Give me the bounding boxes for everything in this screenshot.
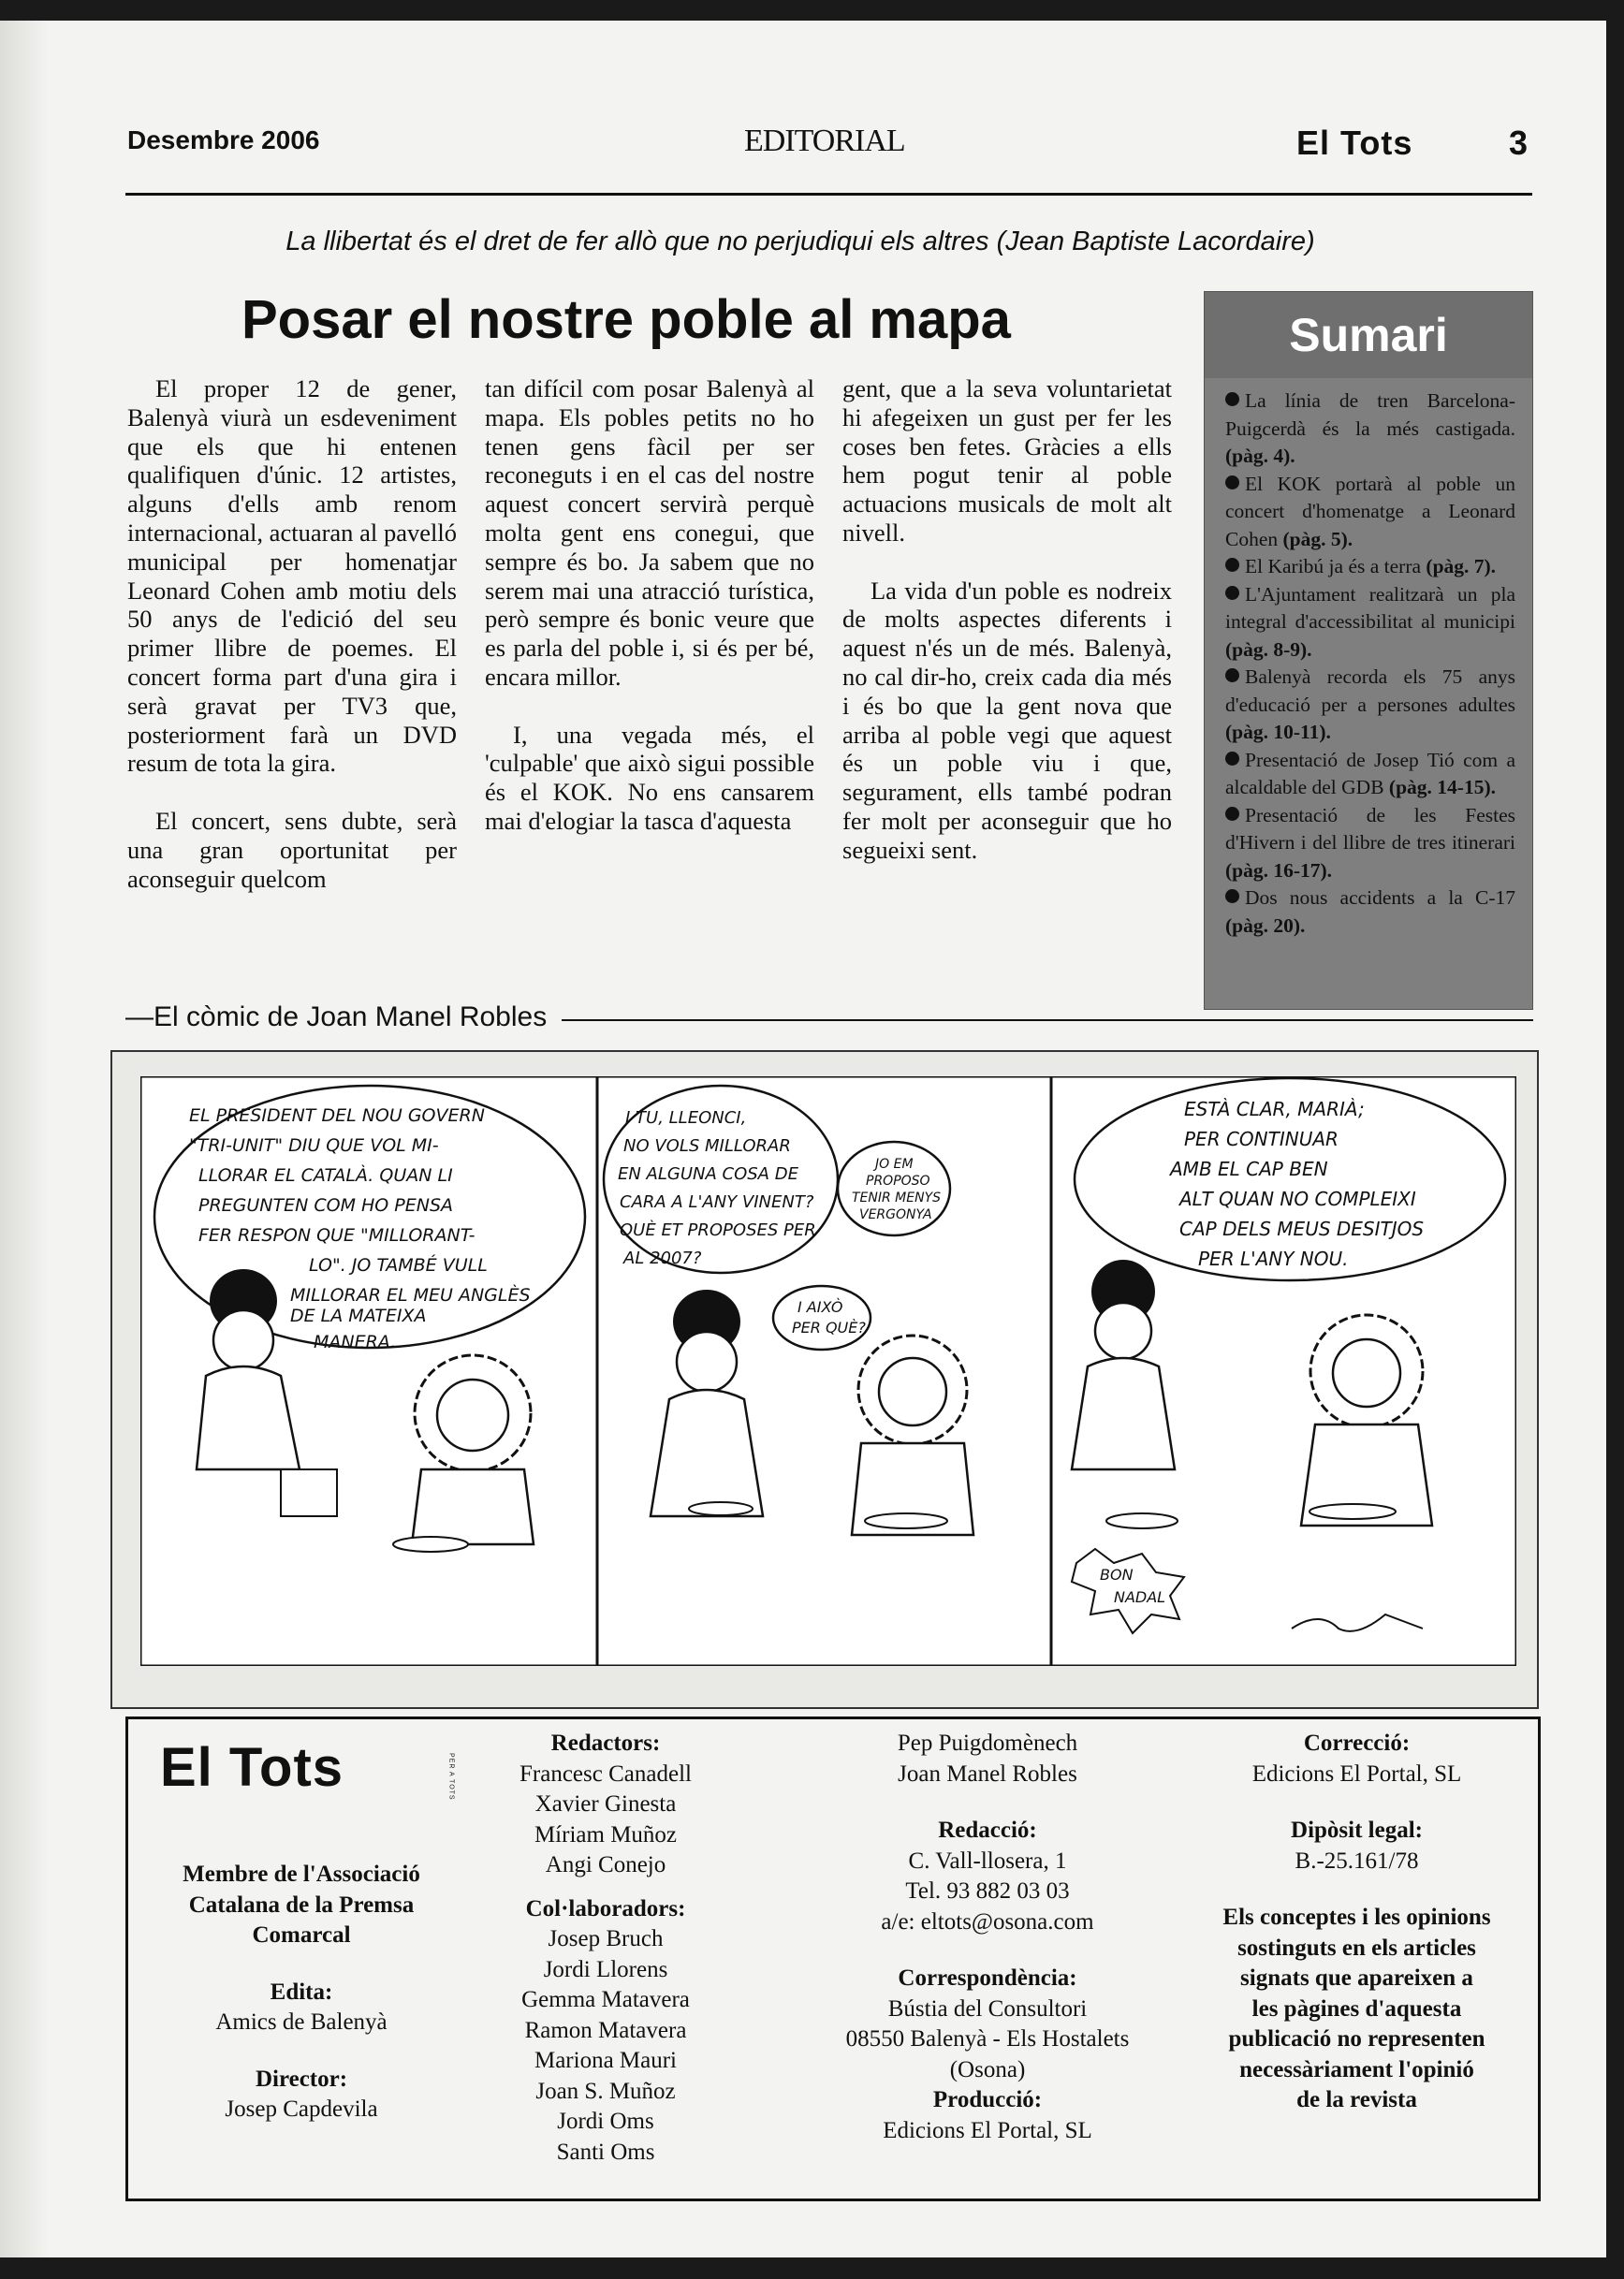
article-column-3	[842, 374, 1172, 893]
summary-page: (pàg. 5).	[1282, 527, 1353, 550]
summary-page: (pàg. 7).	[1426, 555, 1497, 577]
panel-2-question: I AIXÒ PER QUÈ?	[792, 1298, 866, 1337]
lion-face	[879, 1358, 946, 1425]
credit-value: Jordi Oms	[557, 2109, 654, 2134]
paragraph: El concert, sens dubte, serà una gran oportunitat per aconseguir quelcom	[127, 806, 457, 893]
panel-3-text: ESTÀ CLAR, MARIÀ; PER CONTINUAR AMB EL CAP BEN ALT QUAN NO COMPLEIXI CAP DELS MEUS DESITJOS PER L'ANY NOU.	[1170, 1098, 1425, 1270]
character-body	[651, 1390, 763, 1516]
credit-value: Angi Conejo	[545, 1852, 666, 1877]
credits-box	[125, 1717, 1541, 2201]
credit-value: Francesc Canadell	[519, 1760, 692, 1787]
article-column-2	[485, 374, 814, 865]
credit-heading: Redacció:	[938, 1818, 1037, 1843]
credit-value: Joan Manel Robles	[898, 1760, 1077, 1787]
credit-value: Josep Capdevila	[225, 2096, 378, 2122]
character-head	[213, 1310, 273, 1370]
credit-value: Gemma Matavera	[521, 1987, 690, 2012]
summary-text: L'Ajuntament realitzarà un pla integral d'accessibilitat al municipi	[1225, 582, 1515, 633]
credit-value: Tel. 93 882 03 03	[905, 1878, 1070, 1904]
bullet-icon	[1225, 889, 1239, 903]
comic-label: —El còmic de Joan Manel Robles	[125, 1001, 562, 1033]
credit-value: Joan S. Muñoz	[535, 2078, 676, 2104]
character-body	[1072, 1358, 1175, 1469]
lion-body	[412, 1469, 534, 1544]
panel-2-reply: JO EM PROPOSO TENIR MENYS VERGONYA	[852, 1157, 942, 1222]
lion-face	[1333, 1339, 1400, 1407]
masthead-logo: El Tots	[160, 1737, 344, 1798]
summary-list	[1205, 378, 1532, 940]
publication-name: El Tots	[1296, 124, 1413, 162]
credit-value: Amics de Balenyà	[215, 2009, 388, 2035]
disclaimer-line: Els conceptes i les opinions	[1222, 1905, 1491, 1930]
saucer	[1309, 1504, 1396, 1519]
saucer	[689, 1502, 753, 1515]
credit-value: Santi Oms	[556, 2139, 655, 2165]
bullet-icon	[1225, 392, 1239, 406]
credit-value: Josep Bruch	[548, 1926, 664, 1951]
section-title: EDITORIAL	[744, 124, 905, 158]
summary-page: (pàg. 16-17).	[1225, 858, 1333, 882]
credit-value: B.-25.161/78	[1295, 1848, 1419, 1874]
disclaimer-line: necessàriament l'opinió	[1239, 2056, 1474, 2082]
credits-column-3	[819, 1729, 1156, 2146]
credit-value: Bústia del Consultori	[887, 1995, 1088, 2022]
paragraph: El proper 12 de gener, Balenyà viurà un esdeveniment que els que hi entenen qualifiquen d'únic. 12 artistes, alguns d'ells amb renom internacional, actuaran al pavelló municipal per homenatjar Leonard Cohen amb motiu dels 50 anys de l'edició del seu primer llibre de poemes. El concert forma part d'una gira i serà gravat per TV3 que, posteriorment farà un DVD resum de tota la gira.	[127, 374, 457, 778]
disclaimer-line: signats que apareixen a	[1240, 1965, 1473, 1991]
article-column-1	[127, 374, 457, 922]
bullet-icon	[1225, 752, 1239, 766]
credit-value: Míriam Muñoz	[534, 1821, 678, 1848]
panel-1-text: EL PRESIDENT DEL NOU GOVERN "TRI-UNIT" DIU QUE VOL MI- LLORAR EL CATALÀ. QUAN LI PREGUNTEN COM HO PENSA FER RESPON QUE "MILLORANT- LO". JO TAMBÉ VULL MILLORAR EL MEU ANGLÈS DE LA MATEIXA MANERA.	[189, 1105, 531, 1352]
bullet-icon	[1225, 668, 1239, 682]
saucer	[865, 1513, 947, 1528]
credit-heading: Dipòsit legal:	[1291, 1818, 1423, 1843]
summary-item	[1225, 553, 1515, 581]
credit-heading: Redactors:	[550, 1731, 661, 1756]
summary-title: Sumari	[1205, 292, 1532, 378]
credit-value: Mariona Mauri	[534, 2048, 678, 2073]
summary-text: Balenyà recorda els 75 anys d'educació per a persones adultes	[1225, 665, 1515, 716]
character-head	[677, 1332, 737, 1392]
summary-item	[1225, 884, 1515, 940]
saucer	[393, 1537, 468, 1552]
summary-text: La línia de tren Barcelona-Puigcerdà és la més castigada.	[1225, 389, 1515, 440]
credit-value: a/e: eltots@osona.com	[881, 1908, 1094, 1935]
credit-heading: Edita:	[270, 1979, 333, 2005]
credit-value: Jordi Llorens	[543, 1956, 668, 1982]
credit-value: Xavier Ginesta	[534, 1791, 677, 1817]
summary-item	[1225, 664, 1515, 747]
summary-text: Presentació de les Festes d'Hivern i del llibre de tres itinerari	[1225, 803, 1515, 854]
summary-box	[1204, 291, 1533, 1010]
summary-item	[1225, 802, 1515, 885]
article-title: Posar el nostre poble al mapa	[241, 289, 1011, 350]
paragraph: gent, que a la seva voluntarietat hi afegeixen un gust per fer les coses ben fetes. Gràcies a ells hem pogut tenir al poble actuacions musicals de molt alt nivell.	[842, 374, 1172, 547]
header-rule	[125, 193, 1532, 196]
summary-text: Dos nous accidents a la C-17	[1245, 886, 1515, 909]
credit-value: 08550 Balenyà - Els Hostalets	[845, 2026, 1130, 2052]
summary-item	[1225, 747, 1515, 802]
masthead-tagline: PER A TOTS	[447, 1753, 455, 1801]
bullet-icon	[1225, 558, 1239, 572]
disclaimer-line: sostinguts en els articles	[1237, 1935, 1476, 1961]
comic-strip	[140, 1076, 1516, 1666]
summary-page: (pàg. 10-11).	[1225, 721, 1331, 743]
disclaimer-line: les pàgines d'aquesta	[1251, 1995, 1462, 2022]
paragraph: tan difícil com posar Balenyà al mapa. Els pobles petits no ho tenen gens fàcil per ser reconeguts i en el cas del nostre aquest concert servirà perquè molta gent ens conegui, que sempre és bo. Ja sabem que no serem mai una atracció turística, però sempre és bonic veure que es parla del poble i, si és per bé, encara millor.	[485, 374, 814, 691]
summary-text: Presentació de Josep Tió com a alcaldable del GDB	[1225, 748, 1515, 798]
cup	[281, 1469, 337, 1516]
credit-heading: Correcció:	[1303, 1731, 1411, 1756]
summary-item	[1225, 581, 1515, 665]
credit-value: Pep Puigdomènech	[897, 1731, 1078, 1756]
summary-page: (pàg. 20).	[1225, 913, 1306, 937]
issue-date: Desembre 2006	[127, 125, 320, 154]
summary-page: (pàg. 4).	[1225, 445, 1295, 467]
summary-item	[1225, 471, 1515, 554]
summary-text: El KOK portarà al poble un concert d'homenatge a Leonard Cohen	[1225, 472, 1515, 550]
summary-page: (pàg. 8-9).	[1225, 637, 1312, 661]
summary-item	[1225, 387, 1515, 471]
membership-line: Comarcal	[252, 1922, 351, 1948]
credit-value: Ramon Matavera	[524, 2017, 687, 2043]
summary-page: (pàg. 14-15).	[1388, 776, 1496, 798]
credit-heading: Col·laboradors:	[525, 1895, 686, 1921]
bon-nadal-text: BON NADAL	[1100, 1566, 1166, 1606]
credit-heading: Director:	[255, 2066, 348, 2092]
character-head	[1095, 1303, 1151, 1359]
credit-value: (Osona)	[949, 2056, 1026, 2082]
disclaimer-line: publicació no representen	[1228, 2026, 1485, 2052]
bullet-icon	[1225, 586, 1239, 600]
credit-heading: Correspondència:	[898, 1965, 1077, 1991]
credit-value: Edicions El Portal, SL	[1251, 1760, 1462, 1787]
credits-column-2	[484, 1729, 727, 2168]
paragraph: I, una vegada més, el 'culpable' que això sigui possible és el KOK. No ens cansarem mai d'elogiar la tasca d'aquesta	[485, 720, 814, 835]
magazine-page	[0, 21, 1606, 2257]
saucer	[1106, 1513, 1178, 1528]
bullet-icon	[1225, 807, 1239, 821]
credit-value: C. Vall-llosera, 1	[908, 1848, 1067, 1874]
paragraph: La vida d'un poble es nodreix de molts aspectes diferents i aquest n'és un de més. Balenyà, no cal dir-ho, creix cada dia més i és bo que la gent nova que arriba al poble vegi que aquest és un poble viu i que, segurament, ells també podran fer molt per aconseguir que ho segueixi sent.	[842, 576, 1172, 864]
epigraph-quote: La llibertat és el dret de fer allò que no perjudiqui els altres (Jean Baptiste Lacordaire)	[285, 226, 1315, 256]
lion-face	[437, 1380, 508, 1451]
credit-value: Edicions El Portal, SL	[883, 2117, 1092, 2143]
panel-2-text: I TU, LLEONCI, NO VOLS MILLORAR EN ALGUNA COSA DE CARA A L'ANY VINENT? QUÈ ET PROPOSES PER AL 2007?	[618, 1108, 816, 1268]
membership-line: Catalana de la Premsa	[188, 1892, 415, 1918]
credits-column-1	[128, 1719, 475, 2199]
speech-bubble	[773, 1286, 871, 1350]
credits-column-4	[1191, 1729, 1523, 2116]
membership-line: Membre de l'Associació	[183, 1862, 420, 1887]
summary-text: El Karibú ja és a terra	[1245, 555, 1422, 577]
disclaimer-line: de la revista	[1296, 2087, 1417, 2112]
credit-heading: Producció:	[932, 2087, 1043, 2112]
bullet-icon	[1225, 475, 1239, 489]
page-number: 3	[1509, 124, 1529, 162]
